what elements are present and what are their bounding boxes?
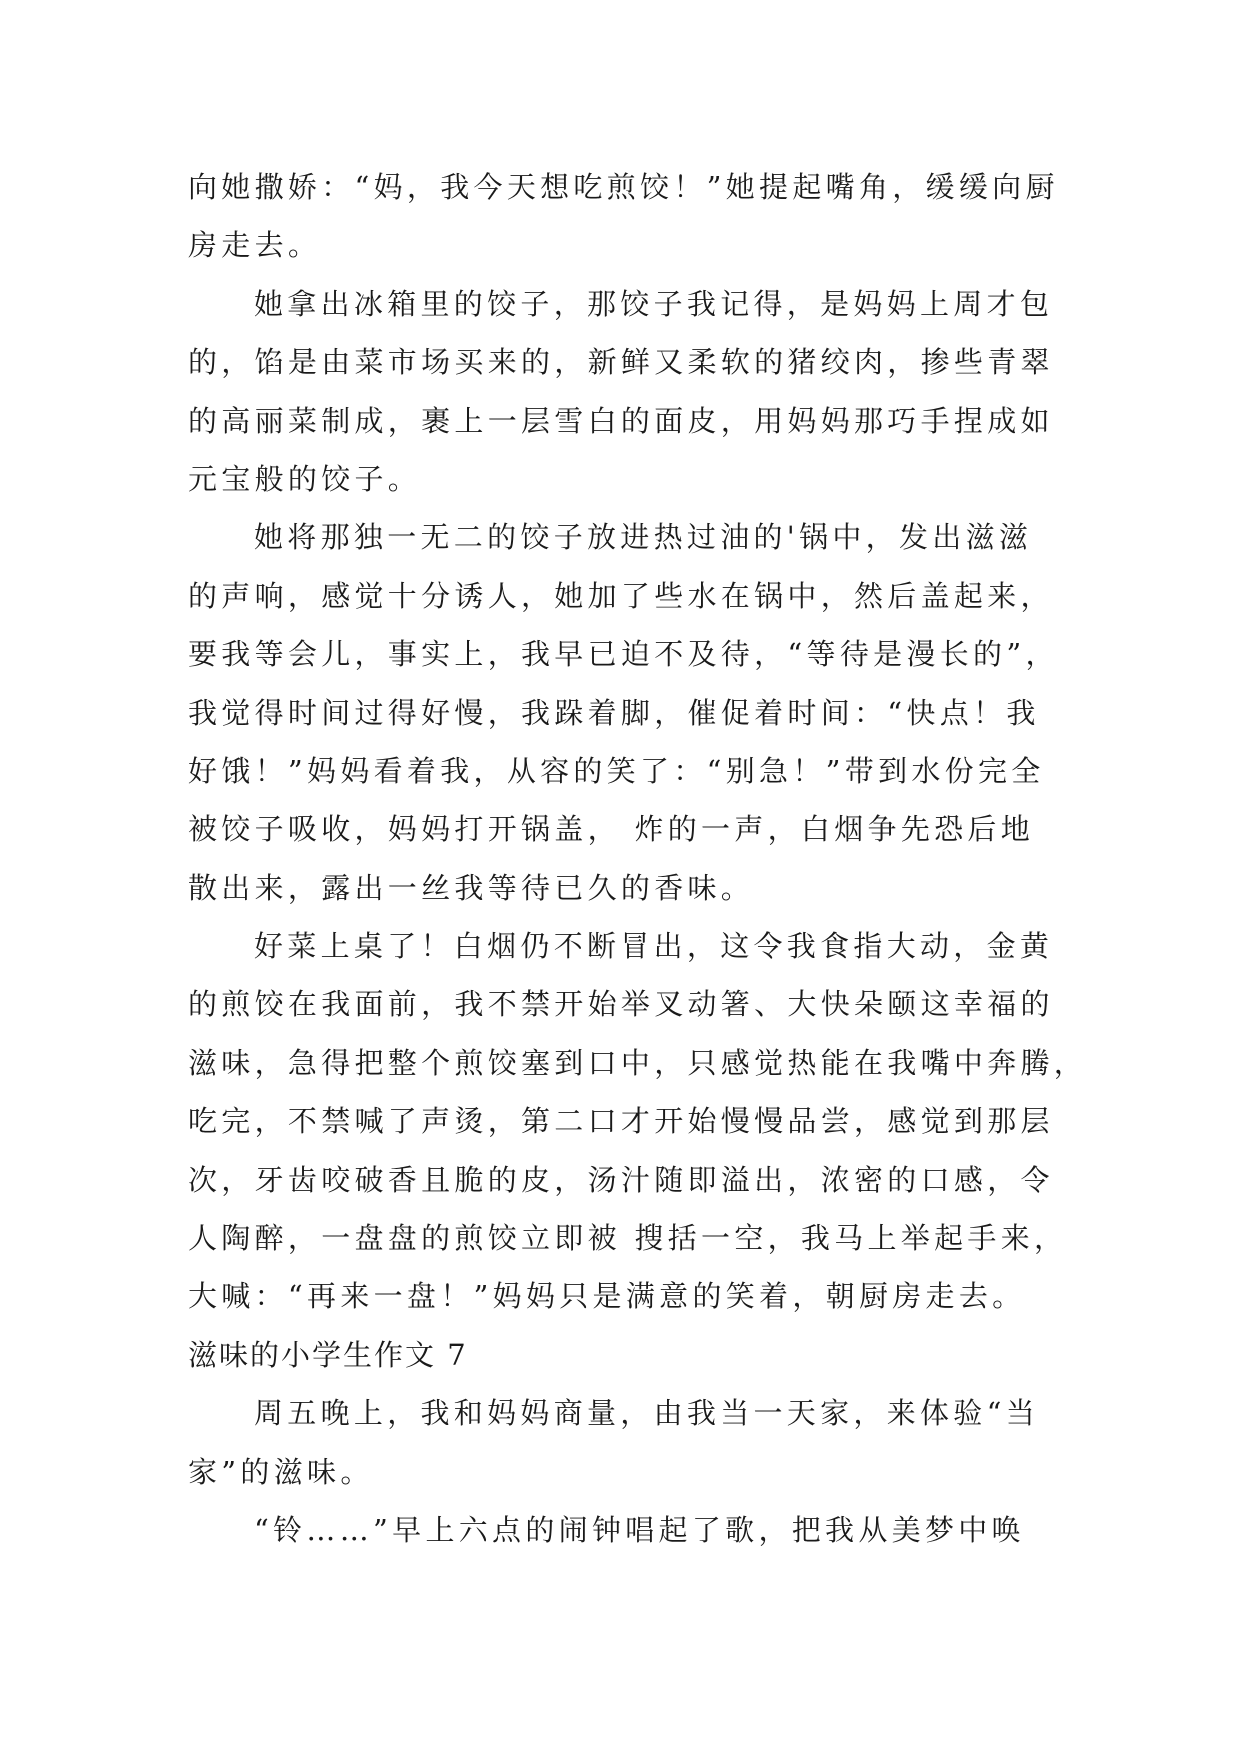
- text-line-4: 的，馅是由菜市场买来的，新鲜又柔软的猪绞肉，掺些青翠: [188, 345, 1054, 380]
- text-line-11: 好饿！”妈妈看着我，从容的笑了：“别急！”带到水份完全: [188, 753, 1045, 788]
- text-line-15: 的煎饺在我面前，我不禁开始举叉动箸、大快朵颐这幸福的: [188, 987, 1054, 1022]
- text-line-2: 房走去。: [188, 228, 322, 263]
- text-line-19: 人陶醉，一盘盘的煎饺立即被 搜括一空，我马上举起手来，: [188, 1221, 1068, 1256]
- text-line-20: 大喊：“再来一盘！”妈妈只是满意的笑着，朝厨房走去。: [188, 1279, 1026, 1314]
- text-line-13: 散出来，露出一丝我等待已久的香味。: [188, 870, 755, 905]
- text-line-5: 的高丽菜制成，裹上一层雪白的面皮，用妈妈那巧手捏成如: [188, 403, 1054, 438]
- text-line-10: 我觉得时间过得好慢，我跺着脚，催促着时间：“快点！我: [188, 695, 1040, 730]
- text-line-23: 家”的滋味。: [188, 1454, 374, 1489]
- section-heading: 滋味的小学生作文 7: [188, 1337, 468, 1372]
- text-line-16: 滋味，急得把整个煎饺塞到口中，只感觉热能在我嘴中奔腾，: [188, 1045, 1088, 1080]
- paragraph-start-line-3: 她拿出冰箱里的饺子，那饺子我记得，是妈妈上周才包: [254, 286, 1054, 321]
- paragraph-start-line-14: 好菜上桌了！白烟仍不断冒出，这令我食指大动，金黄: [254, 929, 1054, 964]
- paragraph-start-line-22: 周五晚上，我和妈妈商量，由我当一天家，来体验“当: [254, 1396, 1040, 1431]
- paragraph-start-line-7: 她将那独一无二的饺子放进热过油的'锅中，发出滋滋: [254, 520, 1033, 555]
- paragraph-start-line-24: “铃……”早上六点的闹钟唱起了歌，把我从美梦中唤: [254, 1512, 1025, 1547]
- text-line-6: 元宝般的饺子。: [188, 461, 422, 496]
- text-line-9: 要我等会儿，事实上，我早已迫不及待，“等待是漫长的”，: [188, 637, 1059, 672]
- text-line-1: 向她撒娇：“妈，我今天想吃煎饺！”她提起嘴角，缓缓向厨: [188, 170, 1059, 204]
- text-line-18: 次，牙齿咬破香且脆的皮，汤汁随即溢出，浓密的口感，令: [188, 1162, 1054, 1197]
- text-line-8: 的声响，感觉十分诱人，她加了些水在锅中，然后盖起来，: [188, 578, 1054, 613]
- text-line-12: 被饺子吸收，妈妈打开锅盖， 炸的一声，白烟争先恐后地: [188, 812, 1035, 847]
- document-body: [188, 158, 1088, 1559]
- text-line-17: 吃完，不禁喊了声烫，第二口才开始慢慢品尝，感觉到那层: [188, 1104, 1054, 1139]
